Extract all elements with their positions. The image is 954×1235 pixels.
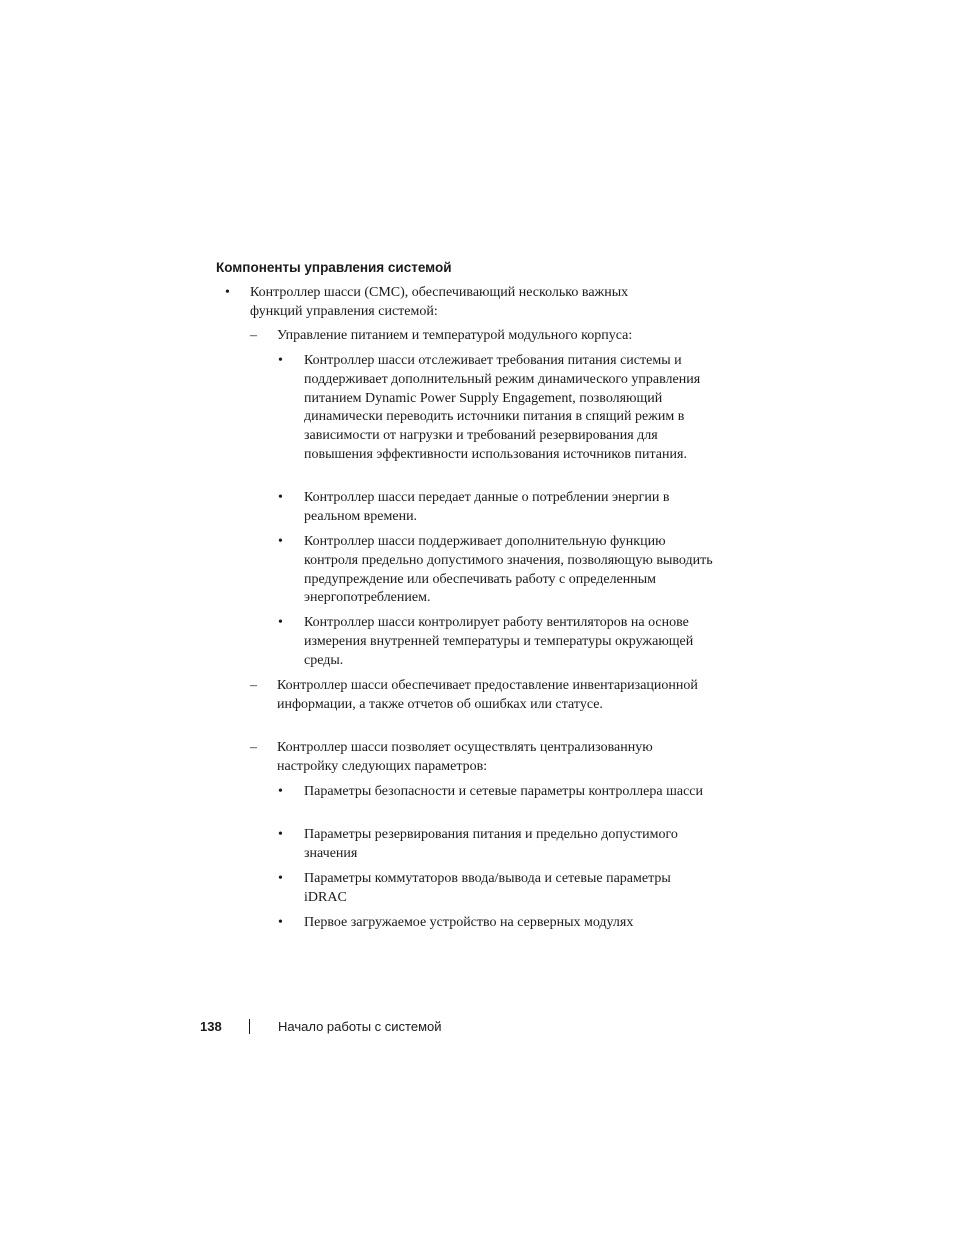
dash-marker: – [250, 328, 257, 343]
nested-bullet-text: Контроллер шасси поддерживает дополнительную функцию контроля предельно допустимого значения, позволяющую выводить предупреждение или обеспечивать работу с определенным энергопотреблением. [304, 534, 713, 606]
footer-separator [249, 1019, 250, 1034]
dash-item-text: Контроллер шасси позволяет осуществлять централизованную настройку следующих параметров: [277, 740, 653, 774]
bullet-marker: • [278, 784, 283, 799]
bullet-marker: • [278, 353, 283, 368]
dash-item-text: Контроллер шасси обеспечивает предоставление инвентаризационной информации, а также отчетов об ошибках или статусе. [277, 678, 698, 712]
dash-item-text: Управление питанием и температурой модульного корпуса: [277, 328, 633, 343]
dash-marker: – [250, 740, 257, 755]
nested-bullet-text: Контроллер шасси контролирует работу вентиляторов на основе измерения внутренней температуры и температуры окружающей среды. [304, 615, 694, 668]
level1-bullet-text: Контроллер шасси (CMC), обеспечивающий несколько важных функций управления системой: [250, 285, 629, 319]
bullet-marker: • [225, 285, 230, 300]
nested-bullet-text: Параметры коммутаторов ввода/вывода и сетевые параметры iDRAC [304, 871, 671, 905]
bullet-marker: • [278, 490, 283, 505]
page-number: 138 [200, 1019, 222, 1034]
bullet-marker: • [278, 615, 283, 630]
section-heading: Компоненты управления системой [216, 260, 452, 275]
bullet-marker: • [278, 827, 283, 842]
bullet-marker: • [278, 871, 283, 886]
nested-bullet-text: Контроллер шасси отслеживает требования питания системы и поддерживает дополнительный режим динамического управления питанием Dynamic Power Supply Engagement, позволяющий динамически переводить источники питания в спящий режим в зависимости от нагрузки и требований резервирования для повышения эффективности использования источников питания. [304, 353, 701, 462]
bullet-marker: • [278, 534, 283, 549]
bullet-marker: • [278, 915, 283, 930]
dash-marker: – [250, 678, 257, 693]
nested-bullet-text: Параметры резервирования питания и предельно допустимого значения [304, 827, 678, 861]
footer-section-title: Начало работы с системой [278, 1019, 442, 1034]
nested-bullet-text: Контроллер шасси передает данные о потреблении энергии в реальном времени. [304, 490, 670, 524]
nested-bullet-text: Параметры безопасности и сетевые параметры контроллера шасси [304, 784, 704, 799]
nested-bullet-text: Первое загружаемое устройство на серверных модулях [304, 915, 634, 930]
